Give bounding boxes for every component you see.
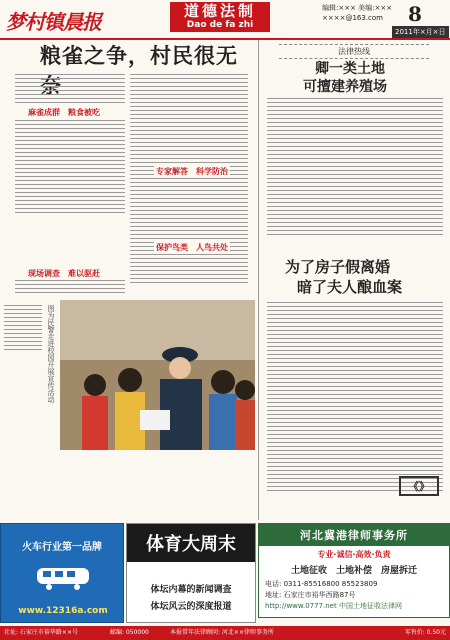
- article-body-col1: [15, 74, 125, 106]
- column-seal-icon: 《》: [399, 476, 439, 496]
- right-column: [258, 40, 450, 520]
- article2-title-line1: 为了房子假离婚: [285, 258, 391, 276]
- article1-body: [267, 98, 443, 238]
- footer-middle2: 本报常年法律顾问: 河北××律师事务所: [170, 629, 274, 636]
- article-body-col1b: [15, 120, 125, 216]
- law-firm-services: 土地征收 土地补偿 房屋拆迁: [290, 566, 417, 576]
- subhead-4: 保护鸟类 人鸟共处: [156, 243, 228, 252]
- section-banner: [170, 2, 270, 32]
- contact-line: ××××@163.com: [322, 14, 383, 22]
- masthead: [0, 0, 450, 40]
- article2-body: [267, 302, 443, 494]
- law-firm-address: 地址: 石家庄市裕华西路87号: [265, 591, 356, 599]
- bottom-center-ad-subtitle: 体坛内幕的新闻调查: [150, 585, 232, 595]
- subhead-2: 现场调查 难以驱赶: [28, 269, 100, 278]
- article2-title-line2: 暗了夫人酿血案: [297, 278, 403, 296]
- subhead-3: 专家解答 科学防治: [156, 167, 228, 176]
- column-title: 法律热线: [279, 44, 429, 59]
- bottom-center-ad: [126, 523, 256, 623]
- law-firm-slogan: 专业·诚信·高效·负责: [317, 550, 391, 559]
- photo-side-text: [4, 305, 42, 353]
- subhead-1: 麻雀成群 粮食被吃: [28, 108, 100, 117]
- editor-line: 编辑:××× 美编:×××: [322, 4, 393, 12]
- bottom-left-ad-tagline: 火车行业第一品牌: [22, 542, 102, 553]
- law-firm-website: http://www.0777.net 中国土地征收法律网: [265, 602, 402, 610]
- bottom-left-ad-website[interactable]: www.12316a.com: [18, 606, 108, 616]
- train-icon: [35, 562, 91, 592]
- article-body-col2: [130, 74, 248, 286]
- footer-middle: 邮编: 050000: [110, 629, 149, 636]
- news-photo: [60, 300, 255, 450]
- law-firm-phone: 电话: 0311-85516800 85523809: [265, 580, 378, 588]
- paper-name: 梦村镇晨报: [6, 10, 101, 34]
- article1-title-line2: 可擅建养殖场: [303, 79, 387, 95]
- bottom-center-ad-subtitle2: 体坛风云的深度报道: [150, 602, 232, 612]
- law-firm-ad: [258, 523, 450, 618]
- page-number: 8: [408, 2, 422, 26]
- article-body-col1c: [15, 280, 125, 296]
- footer: [0, 626, 450, 640]
- footer-left: 社址: 石家庄市裕华路××号: [4, 629, 78, 636]
- section-pinyin: Dao de fa zhi: [186, 20, 254, 30]
- bottom-left-ad: [0, 523, 124, 623]
- photo-caption-left: 图为民警走进校园开展宣传活动: [47, 305, 55, 403]
- date-badge: 2011年×月×日: [392, 26, 449, 38]
- main-headline: 粮雀之争，村民很无: [40, 43, 238, 68]
- footer-right: 零售价: 0.50元: [404, 629, 446, 636]
- article1-title-line1: 卿一类土地: [315, 61, 385, 77]
- photo-image: [60, 300, 255, 450]
- section-title: 道德法制: [183, 2, 256, 20]
- law-firm-name: 河北冀港律师事务所: [259, 524, 449, 546]
- bottom-center-ad-brand: 体育大周末: [127, 524, 255, 562]
